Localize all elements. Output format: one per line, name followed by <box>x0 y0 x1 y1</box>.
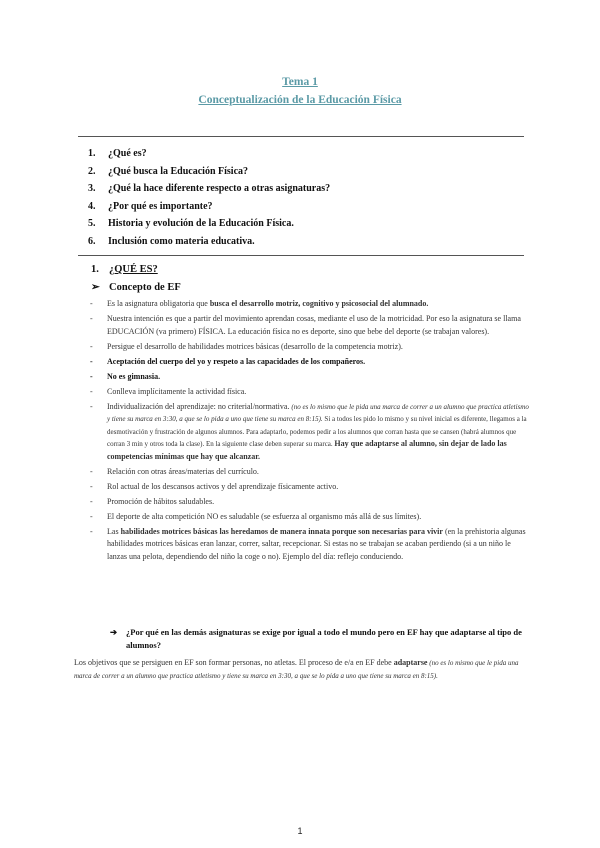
page-number: 1 <box>297 826 303 836</box>
arrow-right-icon: ➔ <box>110 627 118 637</box>
section-heading: 1. ¿QUÉ ES? <box>91 264 158 275</box>
list-item: - Las habilidades motrices básicas las heredamos de manera innata porque son necesarias para vivir (en la prehistoria algunas habilidades motrices básicas eran lanzar, correr, saltar, recepcionar. Si estas no se trabajan se acaban perdiendo (si a un niño le lanzas una pelota, dependiendo del niño la coge o no). Ejemplo del día: reflejo conduciendo. <box>90 526 530 563</box>
arrowhead-bullet-icon: ➢ <box>91 282 100 293</box>
page-title: Tema 1 <box>282 76 318 88</box>
concept-list <box>90 298 530 566</box>
list-item: - Relación con otras áreas/materias del currículo. <box>90 466 530 478</box>
list-item: - Nuestra intención es que a partir del movimiento aprendan cosas, mediante el uso de la motricidad. Por eso la asignatura se llama EDUCACIÓN (va primero) FÍSICA. La educación física no es deporte, sino que bebe del deporte (se trabajan valores). <box>90 313 530 338</box>
highlight-question: ➔ ¿Por qué en las demás asignaturas se exige por igual a todo el mundo pero en EF hay que adaptarse al tipo de alumnos? <box>110 627 522 650</box>
body-paragraph: Los objetivos que se persiguen en EF son formar personas, no atletas. El proceso de e/a en EF debe adaptarse (no es lo mismo que le pida una marca de correr a un alumno que practica atletismo y tiene su marca en 3:30, a que se lo pida a uno que tiene su marca en 8:15). <box>74 658 519 680</box>
toc-item: 5. Historia y evolución de la Educación Física. <box>88 218 294 229</box>
toc-item: 1. ¿Qué es? <box>88 148 147 159</box>
list-item: - Promoción de hábitos saludables. <box>90 496 530 508</box>
toc-item: 4. ¿Por qué es importante? <box>88 200 213 212</box>
list-item: - Es la asignatura obligatoria que busca el desarrollo motriz, cognitivo y psicosocial del alumnado. <box>90 298 530 310</box>
list-item: - Persigue el desarrollo de habilidades motrices básicas (desarrollo de la competencia motriz). <box>90 341 530 353</box>
list-item: - No es gimnasia. <box>90 371 530 383</box>
list-item: - Conlleva implícitamente la actividad física. <box>90 386 530 398</box>
list-item: - Aceptación del cuerpo del yo y respeto a las capacidades de los compañeros. <box>90 356 530 368</box>
subsection-heading: ➢ Concepto de EF <box>91 282 181 293</box>
table-of-contents <box>88 145 528 250</box>
section-divider <box>78 255 524 256</box>
list-item: - El deporte de alta competición NO es saludable (se esfuerza al organismo más allá de sus límites). <box>90 511 530 523</box>
list-item: - Rol actual de los descansos activos y del aprendizaje físicamente activo. <box>90 481 530 493</box>
toc-item: 2. ¿Qué busca la Educación Física? <box>88 165 249 177</box>
top-divider <box>78 136 524 137</box>
document-header <box>0 73 600 109</box>
toc-item: 6. Inclusión como materia educativa. <box>88 235 255 247</box>
list-item: - Individualización del aprendizaje: no criterial/normativa. (no es lo mismo que le pida una marca de correr a un alumno que practica atletismo y tiene su marca en 3:30, a que se lo pida a uno que tiene su marca en 8:15). Si a todos les pido lo mismo y su nivel inicial es diferente, llegamos a la desmotivación y frustración de algunos alumnos. Para adaptarlo, podemos pedir a los alumnos que corran hasta que se cansen (habrá alumnos que corran 3 min y otros toda la clase). En la siguiente clase deben superar su marca. Hay que adaptarse al alumno, sin dejar de lado las competencias mínimas que hay que alcanzar. <box>90 401 530 463</box>
page-subtitle: Conceptualización de la Educación Física <box>198 94 402 106</box>
toc-item: 3. ¿Qué la hace diferente respecto a otras asignaturas? <box>88 183 331 194</box>
